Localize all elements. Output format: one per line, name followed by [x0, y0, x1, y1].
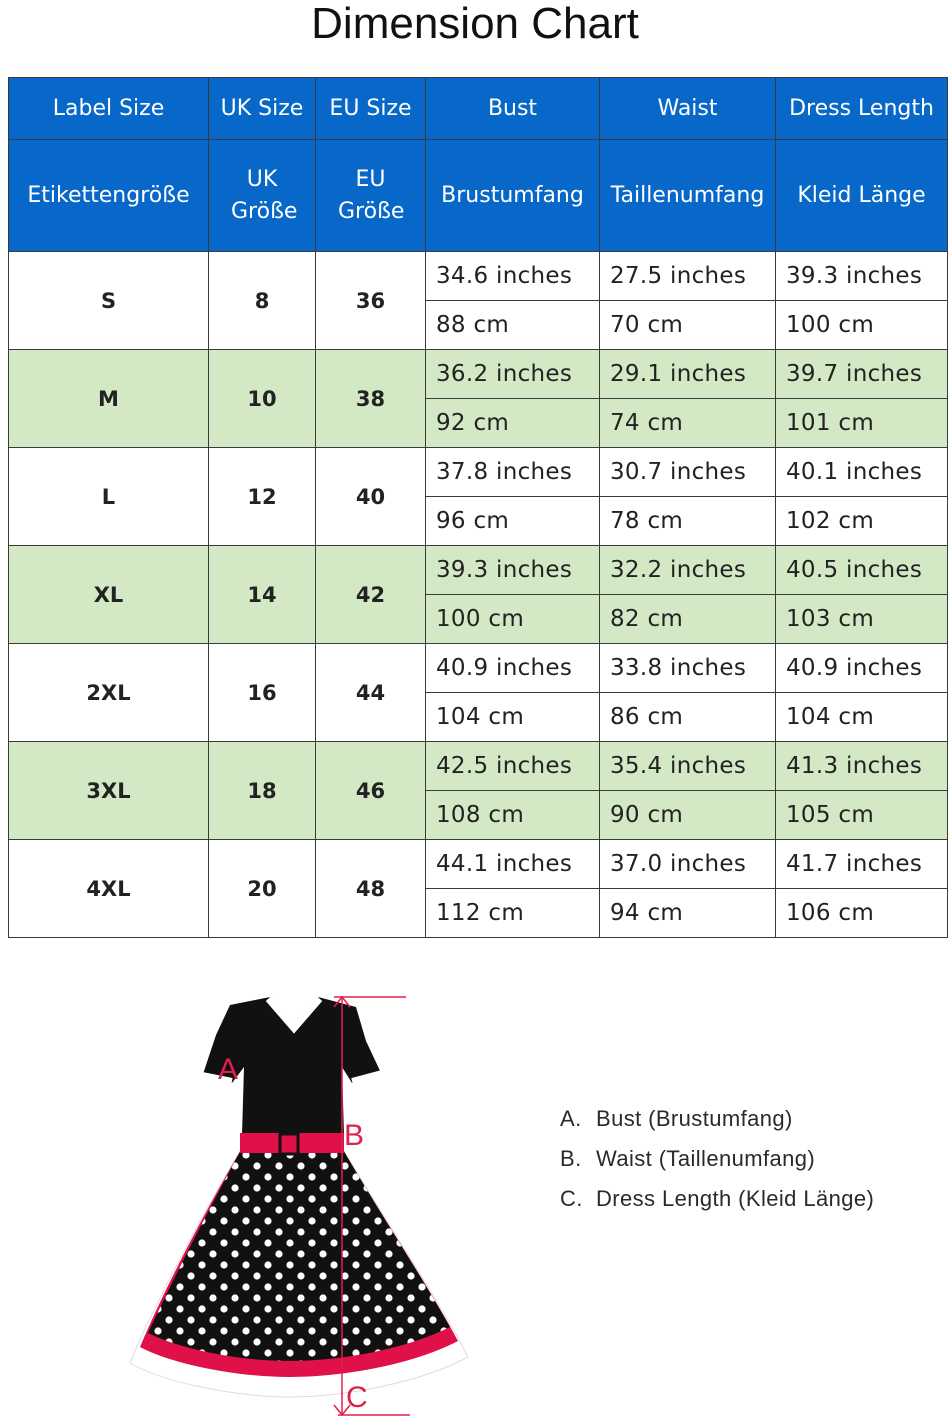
cell-bust-inches: 44.1 inches [426, 840, 600, 889]
cell-waist-cm: 94 cm [600, 889, 776, 938]
cell-waist-inches: 29.1 inches [600, 350, 776, 399]
cell-label-size: M [9, 350, 209, 448]
cell-length-cm: 102 cm [776, 497, 948, 546]
cell-label-size: 2XL [9, 644, 209, 742]
cell-eu-size: 44 [316, 644, 426, 742]
cell-waist-inches: 32.2 inches [600, 546, 776, 595]
cell-bust-inches: 36.2 inches [426, 350, 600, 399]
cell-length-inches: 41.7 inches [776, 840, 948, 889]
cell-waist-cm: 78 cm [600, 497, 776, 546]
measurement-legend [560, 1100, 940, 1220]
cell-waist-inches: 35.4 inches [600, 742, 776, 791]
cell-waist-cm: 74 cm [600, 399, 776, 448]
header-row-german [9, 140, 948, 252]
header-eu-groesse: EU Größe [316, 140, 426, 252]
header-bust: Bust [426, 78, 600, 140]
cell-bust-cm: 100 cm [426, 595, 600, 644]
mark-a: A [218, 1053, 239, 1086]
cell-label-size: L [9, 448, 209, 546]
legend-letter: A. [560, 1106, 582, 1131]
cell-waist-cm: 70 cm [600, 301, 776, 350]
cell-uk-size: 14 [209, 546, 316, 644]
header-waist: Waist [600, 78, 776, 140]
cell-bust-cm: 108 cm [426, 791, 600, 840]
legend-text: Bust (Brustumfang) [596, 1106, 793, 1131]
cell-label-size: 4XL [9, 840, 209, 938]
header-eu-size: EU Size [316, 78, 426, 140]
header-etikettengroesse: Etikettengröße [9, 140, 209, 252]
cell-label-size: XL [9, 546, 209, 644]
dress-diagram [120, 985, 480, 1421]
cell-length-inches: 40.9 inches [776, 644, 948, 693]
legend-item-dress-length [560, 1180, 940, 1220]
cell-length-cm: 101 cm [776, 399, 948, 448]
legend-text: Dress Length (Kleid Länge) [596, 1186, 875, 1211]
cell-waist-inches: 33.8 inches [600, 644, 776, 693]
legend-text: Waist (Taillenumfang) [596, 1146, 816, 1171]
cell-waist-cm: 82 cm [600, 595, 776, 644]
cell-waist-inches: 30.7 inches [600, 448, 776, 497]
table-row [9, 448, 948, 497]
header-brustumfang: Brustumfang [426, 140, 600, 252]
cell-label-size: S [9, 252, 209, 350]
table-row [9, 350, 948, 399]
cell-eu-size: 40 [316, 448, 426, 546]
cell-eu-size: 46 [316, 742, 426, 840]
cell-length-cm: 104 cm [776, 693, 948, 742]
cell-eu-size: 38 [316, 350, 426, 448]
cell-waist-cm: 86 cm [600, 693, 776, 742]
cell-bust-inches: 34.6 inches [426, 252, 600, 301]
cell-waist-cm: 90 cm [600, 791, 776, 840]
mark-c: C [346, 1381, 368, 1414]
mark-b: B [344, 1119, 365, 1152]
cell-uk-size: 18 [209, 742, 316, 840]
header-dress-length: Dress Length [776, 78, 948, 140]
header-uk-size: UK Size [209, 78, 316, 140]
cell-uk-size: 10 [209, 350, 316, 448]
cell-eu-size: 48 [316, 840, 426, 938]
cell-length-cm: 103 cm [776, 595, 948, 644]
cell-length-inches: 39.7 inches [776, 350, 948, 399]
cell-uk-size: 20 [209, 840, 316, 938]
cell-eu-size: 36 [316, 252, 426, 350]
cell-length-cm: 100 cm [776, 301, 948, 350]
cell-eu-size: 42 [316, 546, 426, 644]
table-row [9, 252, 948, 301]
header-label-size: Label Size [9, 78, 209, 140]
table-row [9, 644, 948, 693]
cell-length-cm: 106 cm [776, 889, 948, 938]
cell-waist-inches: 37.0 inches [600, 840, 776, 889]
cell-waist-inches: 27.5 inches [600, 252, 776, 301]
header-kleid-laenge: Kleid Länge [776, 140, 948, 252]
table-row [9, 546, 948, 595]
header-row-english [9, 78, 948, 140]
table-row [9, 840, 948, 889]
header-uk-groesse: UK Größe [209, 140, 316, 252]
cell-bust-cm: 88 cm [426, 301, 600, 350]
cell-uk-size: 16 [209, 644, 316, 742]
chart-title: Dimension Chart [311, 0, 639, 48]
dress-belt [240, 1133, 344, 1154]
cell-bust-inches: 39.3 inches [426, 546, 600, 595]
cell-bust-cm: 112 cm [426, 889, 600, 938]
cell-bust-cm: 104 cm [426, 693, 600, 742]
cell-uk-size: 12 [209, 448, 316, 546]
cell-length-inches: 40.1 inches [776, 448, 948, 497]
cell-label-size: 3XL [9, 742, 209, 840]
legend-letter: C. [560, 1186, 583, 1211]
cell-bust-cm: 92 cm [426, 399, 600, 448]
cell-bust-inches: 40.9 inches [426, 644, 600, 693]
legend-item-bust [560, 1100, 940, 1140]
legend-item-waist [560, 1140, 940, 1180]
cell-bust-inches: 42.5 inches [426, 742, 600, 791]
cell-bust-inches: 37.8 inches [426, 448, 600, 497]
cell-length-inches: 39.3 inches [776, 252, 948, 301]
size-table [8, 77, 948, 938]
dress-skirt [130, 1148, 468, 1397]
legend-letter: B. [560, 1146, 582, 1171]
cell-length-cm: 105 cm [776, 791, 948, 840]
table-row [9, 742, 948, 791]
cell-bust-cm: 96 cm [426, 497, 600, 546]
cell-length-inches: 40.5 inches [776, 546, 948, 595]
cell-uk-size: 8 [209, 252, 316, 350]
cell-length-inches: 41.3 inches [776, 742, 948, 791]
header-taillenumfang: Taillenumfang [600, 140, 776, 252]
